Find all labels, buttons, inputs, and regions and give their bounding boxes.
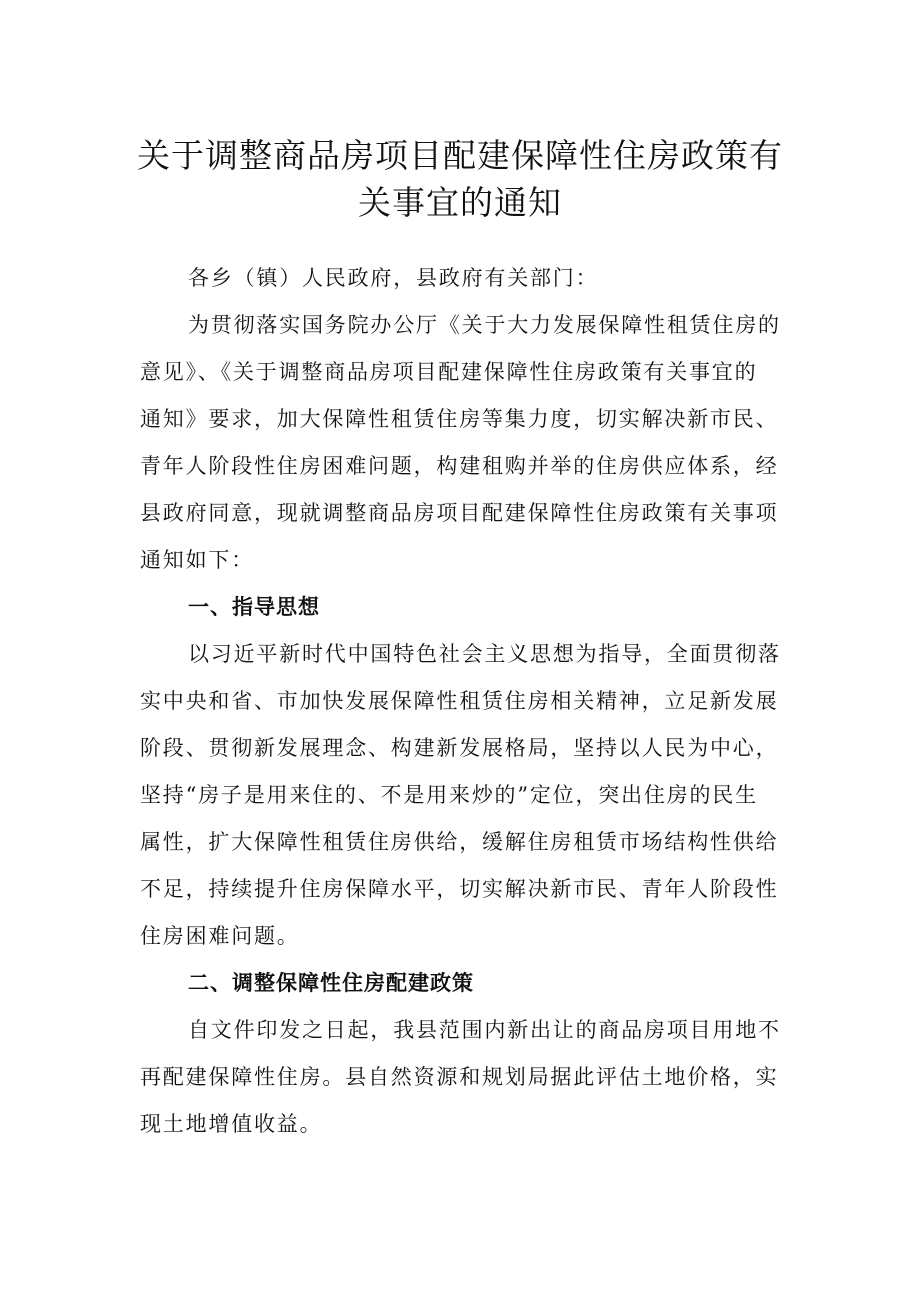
intro-line: 通知》要求，加大保障性租赁住房等集力度，切实解决新市民、 [140, 407, 779, 431]
intro-line: 为贯彻落实国务院办公厅《关于大力发展保障性租赁住房的 [188, 313, 781, 337]
section2-line: 现土地增值收益。 [140, 1112, 323, 1136]
salutation: 各乡（镇）人民政府，县政府有关部门： [188, 266, 599, 290]
document-body [140, 255, 795, 1148]
section-heading-policy-adjustment: 二、调整保障性住房配建政策 [188, 971, 474, 995]
section1-line: 阶段、贯彻新发展理念、构建新发展格局，坚持以人民为中心， [140, 736, 779, 760]
title-line-1: 关于调整商品房项目配建保障性住房政策有 [137, 136, 783, 175]
section2-line: 再配建保障性住房。县自然资源和规划局据此评估土地价格，实 [140, 1065, 779, 1089]
section1-line: 以习近平新时代中国特色社会主义思想为指导，全面贯彻落 [188, 642, 781, 666]
section2-line: 自文件印发之日起，我县范围内新出让的商品房项目用地不 [188, 1018, 781, 1042]
intro-line: 青年人阶段性住房困难问题，构建租购并举的住房供应体系，经 [140, 454, 779, 478]
section1-line: 实中央和省、市加快发展保障性租赁住房相关精神，立足新发展 [140, 689, 779, 713]
section1-line: 住房困难问题。 [140, 924, 300, 948]
document-title [120, 132, 800, 226]
section1-line: 不足，持续提升住房保障水平，切实解决新市民、青年人阶段性 [140, 877, 779, 901]
section1-line: 属性，扩大保障性租赁住房供给，缓解住房租赁市场结构性供给 [140, 830, 779, 854]
intro-line: 县政府同意，现就调整商品房项目配建保障性住房政策有关事项 [140, 501, 779, 525]
title-line-2: 关事宜的通知 [358, 183, 562, 222]
section1-line: 坚持“房子是用来住的、不是用来炒的”定位，突出住房的民生 [140, 783, 758, 807]
intro-line: 通知如下： [140, 548, 254, 572]
intro-line: 意见》、《关于调整商品房项目配建保障性住房政策有关事宜的 [140, 360, 758, 384]
section-heading-guiding-ideology: 一、指导思想 [188, 595, 320, 619]
